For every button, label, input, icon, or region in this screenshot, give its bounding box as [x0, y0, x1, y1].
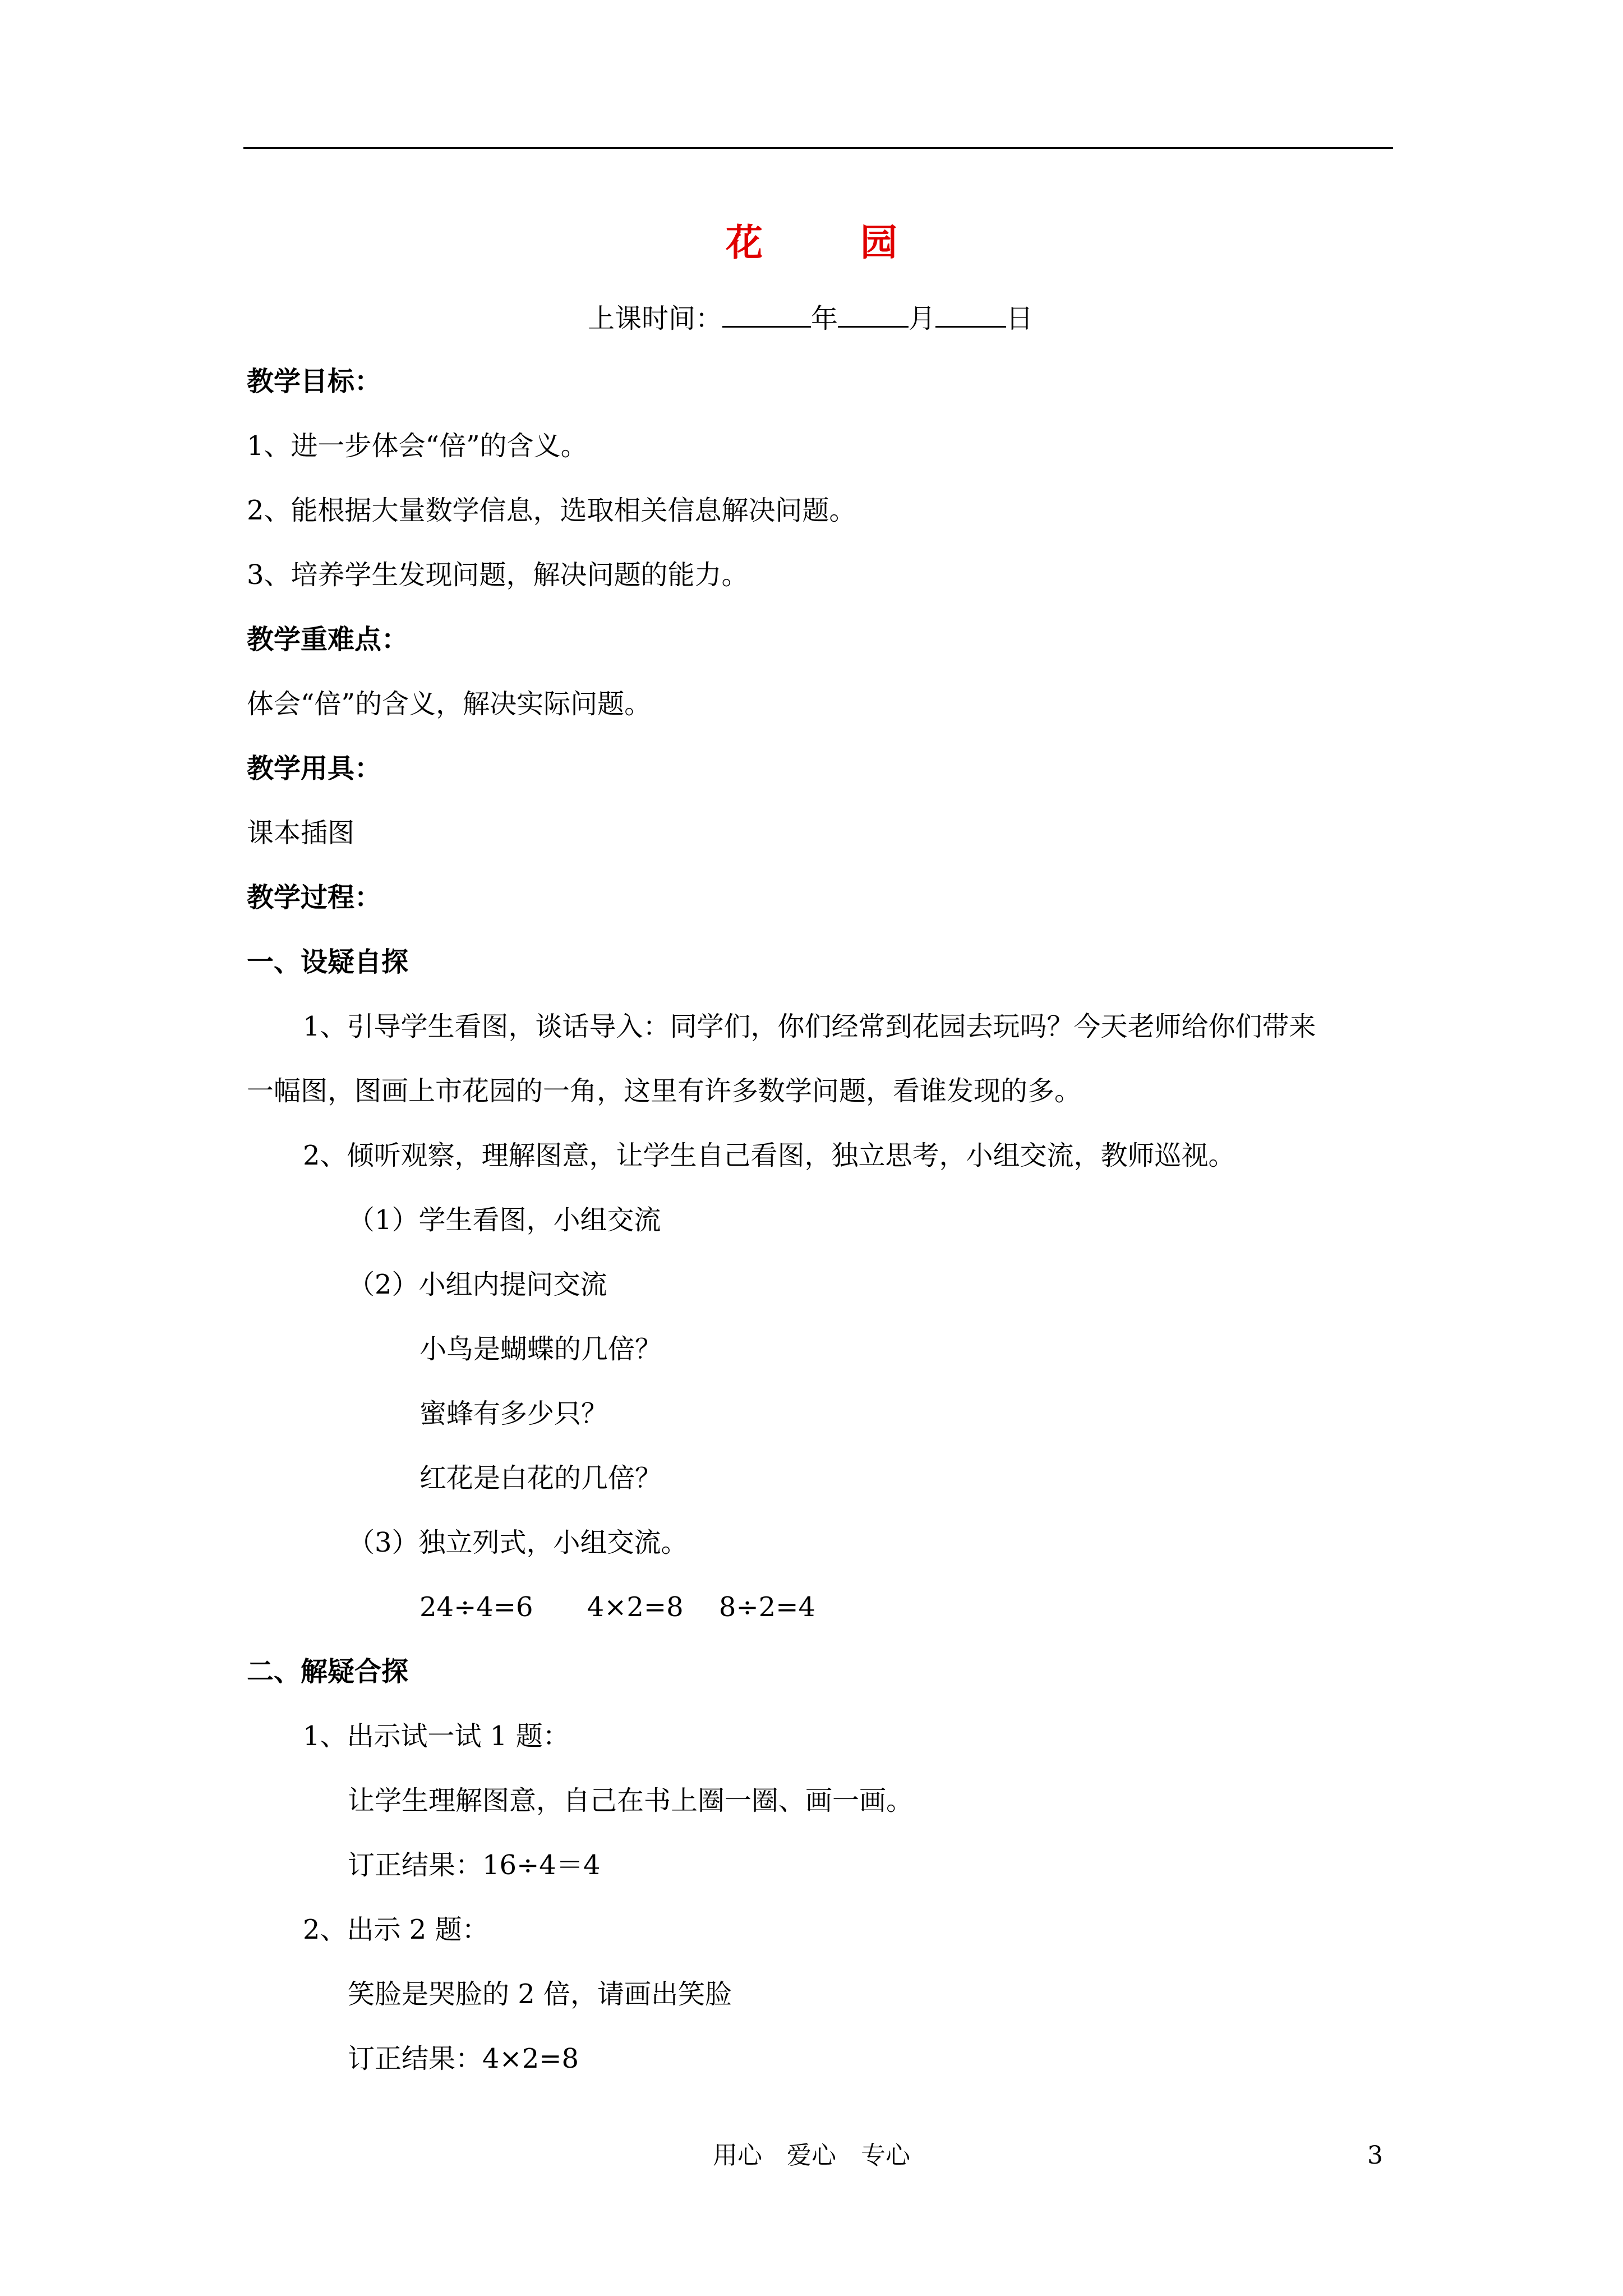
goal-item: 3、培养学生发现问题，解决问题的能力。 [247, 559, 749, 591]
sub-item: （3）独立列式，小组交流。 [348, 1527, 688, 1558]
class-time-label: 上课时间： [588, 303, 723, 334]
paragraph-line: 2、出示 2 题： [303, 1914, 489, 1945]
tools-heading: 教学用具： [247, 753, 382, 784]
question-item: 蜜蜂有多少只？ [419, 1398, 608, 1429]
goals-heading: 教学目标： [247, 366, 382, 397]
process-heading: 教学过程： [247, 882, 382, 913]
goal-item: 1、进一步体会“倍”的含义。 [247, 430, 588, 462]
day-label: 日 [1006, 303, 1034, 334]
paragraph-line: 笑脸是哭脸的 2 倍，请画出笑脸 [348, 1978, 732, 2010]
key-points-text: 体会“倍”的含义，解决实际问题。 [247, 688, 652, 720]
paragraph-line: 1、出示试一试 1 题： [303, 1720, 570, 1752]
year-label: 年 [811, 303, 838, 334]
year-blank [722, 300, 811, 328]
class-time-line [588, 300, 1033, 335]
paragraph-line: 让学生理解图意，自己在书上圈一圈、画一画。 [348, 1785, 914, 1816]
paragraph-line: 订正结果：16÷4＝4 [348, 1849, 601, 1881]
header-rule [243, 147, 1393, 149]
key-points-heading: 教学重难点： [247, 624, 409, 655]
equations-line: 24÷4=6 4×2=8 8÷2=4 [419, 1591, 815, 1623]
page-title: 花 园 [726, 220, 928, 264]
section-heading: 二、解疑合探 [247, 1656, 409, 1687]
page-number: 3 [1367, 2141, 1383, 2170]
paragraph-line: 1、引导学生看图，谈话导入：同学们，你们经常到花园去玩吗？今天老师给你们带来 [303, 1011, 1316, 1042]
question-item: 小鸟是蝴蝶的几倍？ [419, 1333, 662, 1365]
day-blank [935, 300, 1006, 328]
question-item: 红花是白花的几倍？ [419, 1462, 662, 1494]
goal-item: 2、能根据大量数学信息，选取相关信息解决问题。 [247, 495, 856, 526]
footer-motto: 用心 爱心 专心 [713, 2141, 910, 2170]
paragraph-line: 一幅图，图画上市花园的一角，这里有许多数学问题，看谁发现的多。 [247, 1075, 1082, 1107]
section-heading: 一、设疑自探 [247, 946, 409, 978]
sub-item: （2）小组内提问交流 [348, 1269, 607, 1300]
month-blank [838, 300, 909, 328]
month-label: 月 [909, 303, 936, 334]
paragraph-line: 订正结果：4×2=8 [348, 2043, 579, 2074]
tools-text: 课本插图 [247, 817, 355, 849]
paragraph-line: 2、倾听观察，理解图意，让学生自己看图，独立思考，小组交流，教师巡视。 [303, 1140, 1235, 1171]
sub-item: （1）学生看图，小组交流 [348, 1204, 661, 1236]
